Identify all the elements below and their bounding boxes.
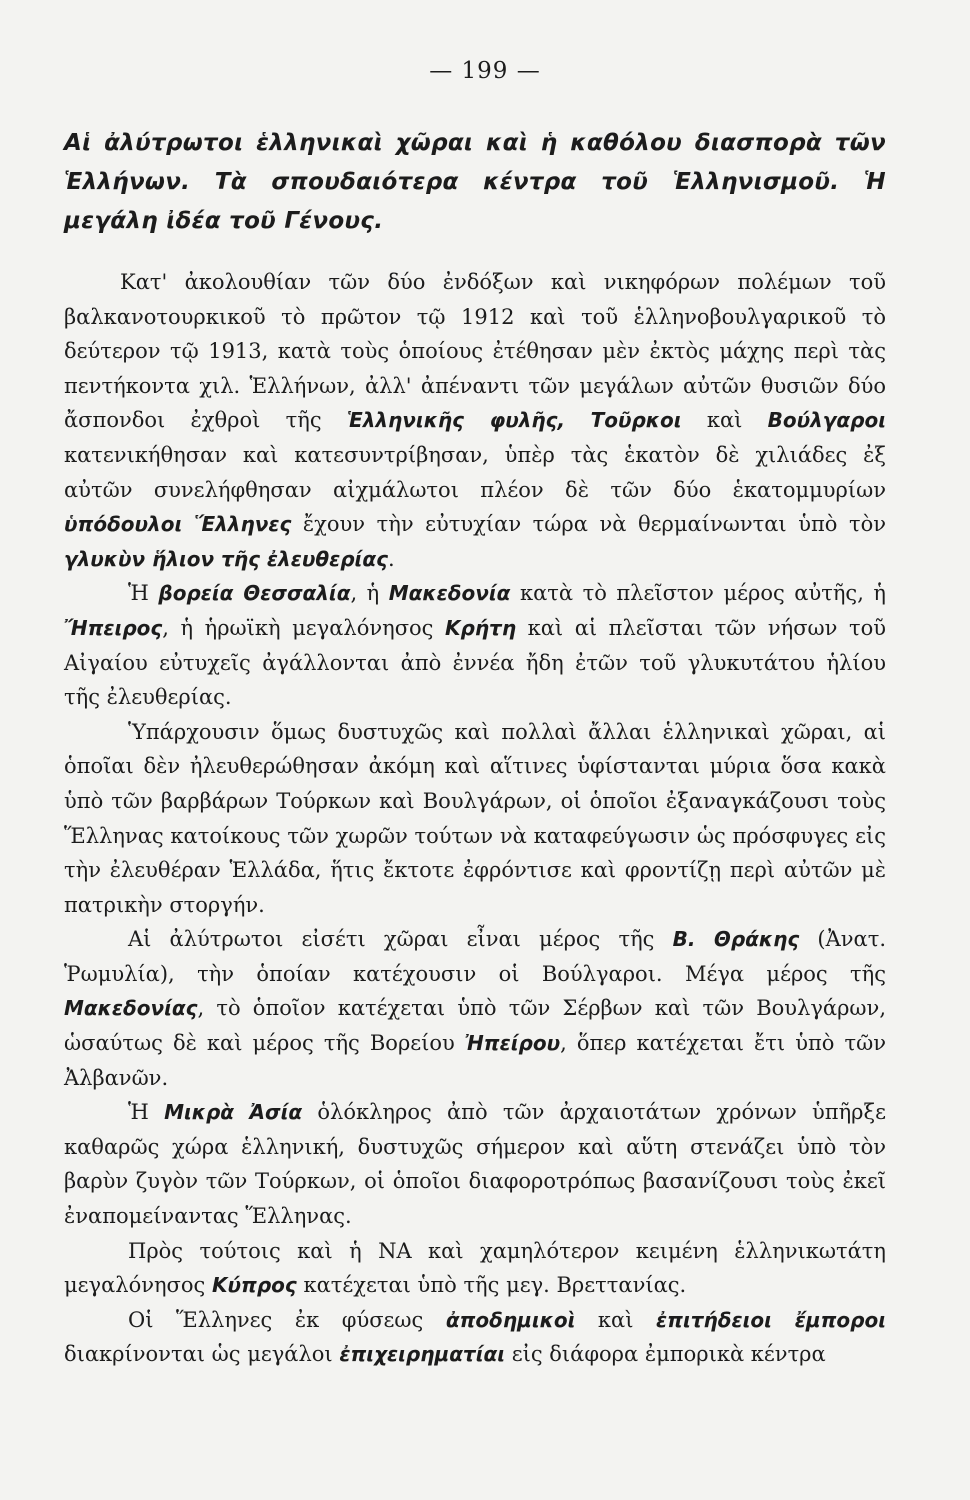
- emphasis: Κρήτη: [445, 615, 517, 640]
- text-run: Οἱ Ἕλληνες ἐκ φύσεως: [128, 1307, 424, 1332]
- text-run: Πρὸς τούτοις καὶ ἡ ΝΑ καὶ χαμηλότερον κειμένη ἑλληνικωτάτη μεγαλόνησος: [64, 1238, 886, 1298]
- text-run: Ἡ: [128, 1100, 149, 1125]
- text-run: κατὰ τὸ πλεῖστον μέρος αὐτῆς, ἡ: [519, 581, 886, 606]
- page-number: — 199 —: [429, 58, 541, 84]
- text-run: , τὸ ὁποῖον κατέχεται ὑπὸ τῶν Σέρβων καὶ τῶν Βουλγάρων, ὡσαύτως δὲ καὶ μέρος τῆς Βορείου: [64, 996, 886, 1056]
- paragraph-7: [64, 1303, 886, 1372]
- paragraph-4: [64, 922, 886, 1095]
- emphasis: Μακεδονία: [388, 581, 511, 606]
- emphasis: Ἑλληνικῆς φυλῆς, Τοῦρκοι: [346, 408, 682, 433]
- text-run: , ἡ: [350, 581, 380, 606]
- text-run: καὶ: [597, 1307, 634, 1332]
- text-run: Ὑπάρχουσιν ὅμως δυστυχῶς καὶ πολλαὶ ἄλλαι ἑλληνικαὶ χῶραι, αἱ ὁποῖαι δὲν ἠλευθερώθησαν ἀκόμη καὶ αἵτινες ὑφίστανται μύρια ὅσα κακὰ ὑπὸ τῶν βαρβάρων Τούρκων καὶ Βουλγάρων, οἱ ὁποῖοι ἐξαναγκάζουσι τοὺς Ἕλληνας κατοίκους τῶν χωρῶν τούτων νὰ καταφεύγωσιν ὡς πρόσφυγες εἰς τὴν ἐλευθέραν Ἑλλάδα, ἥτις ἔκτοτε ἐφρόντισε καὶ φροντίζῃ περὶ αὐτῶν μὲ πατρικὴν στοργήν.: [64, 719, 886, 917]
- text-run: Κατ' ἀκολουθίαν τῶν δύο ἐνδόξων καὶ νικηφόρων πολέμων τοῦ βαλκανοτουρκικοῦ τὸ πρῶτον τῷ 1912 καὶ τοῦ ἑλληνοβουλγαρικοῦ τὸ δεύτερον τῷ 1913, κατὰ τοὺς ὁποίους ἐτέθησαν μὲν ἐκτὸς μάχης περὶ τὰς πεντήκοντα χιλ. Ἑλλήνων, ἀλλ' ἀπέναντι τῶν μεγάλων αὐτῶν θυσιῶν δύο ἄσπονδοι ἐχθροὶ τῆς: [64, 270, 886, 433]
- body-text: [64, 265, 886, 1372]
- emphasis: Μικρὰ Ἀσία: [164, 1100, 303, 1125]
- text-run: εἰς διάφορα ἐμπορικὰ κέντρα: [511, 1342, 826, 1367]
- paragraph-2: [64, 576, 886, 714]
- text-run: κατενικήθησαν καὶ κατεσυντρίβησαν, ὑπὲρ τὰς ἑκατὸν δὲ χιλιάδες ἐξ αὐτῶν συνελήφθησαν αἰχμάλωτοι πλέον δὲ τῶν δύο ἑκατομμυρίων: [64, 442, 886, 502]
- text-run: καὶ: [706, 408, 743, 433]
- emphasis: βορεία Θεσσαλία: [158, 581, 351, 606]
- emphasis: Ἤπειρος: [64, 615, 163, 640]
- text-run: Ἡ: [128, 581, 149, 606]
- emphasis: Κύπρος: [212, 1273, 297, 1298]
- text-run: ἔχουν τὴν εὐτυχίαν τώρα νὰ θερμαίνωνται ὑπὸ τὸν: [302, 512, 886, 537]
- emphasis: Μακεδονίας: [64, 996, 198, 1021]
- text-run: ὁλόκληρος ἀπὸ τῶν ἀρχαιοτάτων χρόνων ὑπῆρξε καθαρῶς χώρα ἑλληνική, δυστυχῶς σήμερον καὶ αὕτη στενάζει ὑπὸ τὸν βαρὺν ζυγὸν τῶν Τούρκων, οἱ ὁποῖοι διαφοροτρόπως βασανίζουσι τοὺς ἐκεῖ ἐναπομείναντας Ἕλληνας.: [64, 1100, 886, 1229]
- emphasis: Β. Θράκης: [672, 927, 800, 952]
- text-run: διακρίνονται ὡς μεγάλοι: [64, 1342, 333, 1367]
- emphasis: Ἠπείρου: [464, 1031, 561, 1056]
- text-run: .: [387, 546, 395, 571]
- emphasis: ἐπιχειρηματίαι: [339, 1342, 506, 1367]
- text-run: Αἱ ἀλύτρωτοι εἰσέτι χῶραι εἶναι μέρος τῆς: [128, 927, 655, 952]
- emphasis: ἀποδημικοὶ: [445, 1307, 576, 1332]
- section-heading: Αἱ ἀλύτρωτοι ἑλληνικαὶ χῶραι καὶ ἡ καθόλου διασπορὰ τῶν Ἑλλήνων. Τὰ σπουδαιότερα κέντρα τοῦ Ἑλληνισμοῦ. Ἡ μεγάλη ἰδέα τοῦ Γένους.: [64, 130, 886, 234]
- paragraph-5: [64, 1095, 886, 1233]
- text-run: (Ἀνατ. Ῥωμυλία), τὴν ὁποίαν κατέχουσιν οἱ Βούλγαροι. Μέγα μέρος τῆς: [64, 927, 886, 986]
- paragraph-3: [64, 715, 886, 923]
- emphasis: Βούλγαροι: [767, 408, 886, 433]
- text-run: , ὅπερ κατέχεται ἔτι ὑπὸ τῶν Ἀλβανῶν.: [64, 1031, 886, 1090]
- emphasis: ὑπόδουλοι Ἕλληνες: [64, 512, 292, 537]
- paragraph-6: [64, 1234, 886, 1303]
- text-run: κατέχεται ὑπὸ τῆς μεγ. Βρεττανίας.: [303, 1273, 687, 1298]
- text-run: , ἡ ἡρωϊκὴ μεγαλόνησος: [162, 615, 434, 640]
- paragraph-1: [64, 265, 886, 576]
- emphasis: γλυκὺν ἥλιον τῆς ἐλευθερίας: [64, 546, 388, 571]
- emphasis: ἐπιτήδειοι ἔμποροι: [655, 1307, 886, 1332]
- text-run: καὶ αἱ πλεῖσται τῶν νήσων τοῦ Αἰγαίου εὐτυχεῖς ἀγάλλονται ἀπὸ ἐννέα ἤδη ἐτῶν τοῦ γλυκυτάτου ἡλίου τῆς ἐλευθερίας.: [64, 615, 886, 710]
